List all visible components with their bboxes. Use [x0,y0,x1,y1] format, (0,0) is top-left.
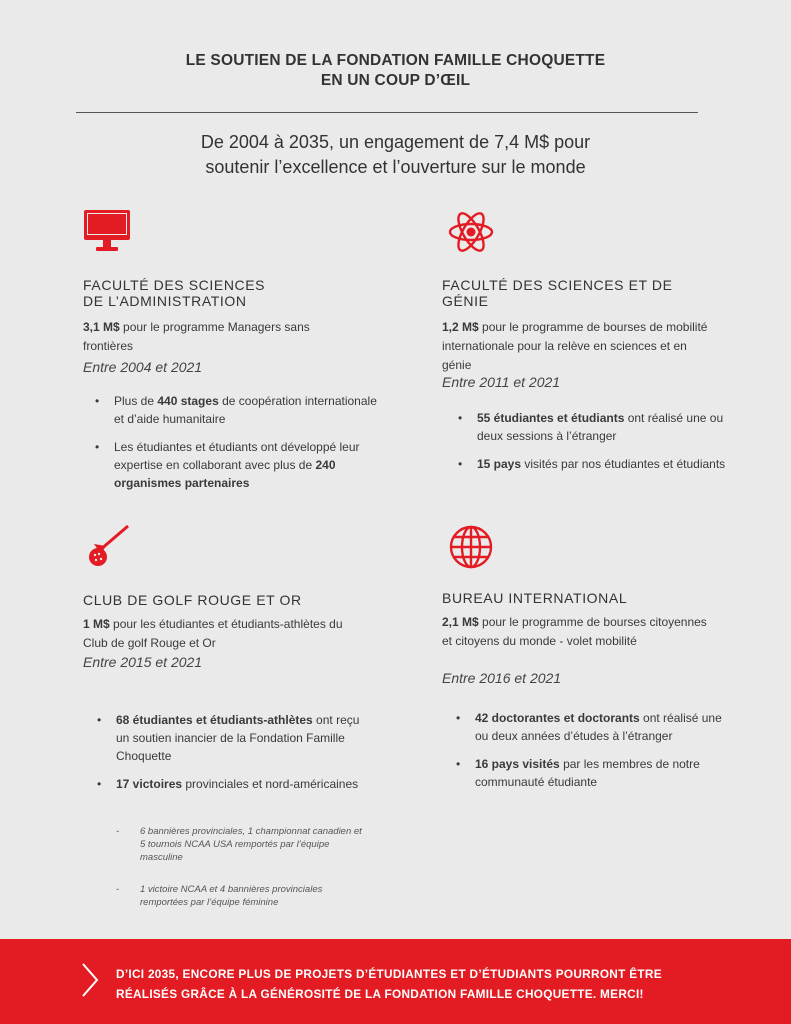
bullet-list-bureau [456,709,736,801]
amount-fsg: 1,2 M$ pour le programme de bourses de mobilité internationale pour la relève en sciences et en génie [442,320,708,372]
subtitle-line-1: De 2004 à 2035, un engagement de 7,4 M$ pour [200,132,591,152]
list-item: • Les étudiantes et étudiants ont développé leur expertise en collaborant avec plus de 240 organismes partenaires [95,438,380,492]
page-subtitle [0,130,791,180]
atom-icon [446,207,496,257]
bullet-list-fsa [95,392,380,502]
list-item: • Plus de 440 stages de coopération internationale et d’aide humanitaire [95,392,380,428]
list-item: • 68 étudiantes et étudiants-athlètes ont reçu un soutien inancier de la Fondation Famille Choquette [97,711,372,765]
period-fsg: Entre 2011 et 2021 [442,374,561,390]
chevron-right-icon [80,962,100,998]
period-bureau: Entre 2016 et 2021 [442,670,562,686]
computer-icon [83,209,133,255]
footer-message: D’ICI 2035, ENCORE PLUS DE PROJETS D’ÉTUDIANTES ET D’ÉTUDIANTS POURRONT ÊTRE RÉALISÉS GRÂCE À LA GÉNÉROSITÉ DE LA FONDATION FAMILLE CHOQUETTE. MERCI! [116,967,662,1001]
globe-icon [448,524,494,570]
amount-fsa: 3,1 M$ pour le programme Managers sans frontières [83,320,310,353]
period-fsa: Entre 2004 et 2021 [83,359,203,375]
list-item: • 55 étudiantes et étudiants ont réalisé une ou deux sessions à l’étranger [458,409,733,445]
golf-icon [84,524,132,570]
sub-list-item: - 6 bannières provinciales, 1 championnat canadien et 5 tournois NCAA USA remportés par l’équipe masculine [116,825,366,864]
divider [76,112,698,113]
list-item: • 16 pays visités par les membres de notre communauté étudiante [456,755,736,791]
page-title [0,51,791,91]
sub-list-golf [116,825,366,928]
section-title-bureau: BUREAU INTERNATIONAL [442,590,628,606]
section-title-fsa: FACULTÉ DES SCIENCES DE L’ADMINISTRATION [83,277,266,309]
amount-bureau: 2,1 M$ pour le programme de bourses citoyennes et citoyens du monde - volet mobilité [442,615,707,648]
list-item: • 17 victoires provinciales et nord-américaines [97,775,372,793]
bullet-list-golf [97,711,372,803]
period-golf: Entre 2015 et 2021 [83,654,203,670]
bullet-list-fsg [458,409,733,483]
subtitle-line-2: soutenir l’excellence et l’ouverture sur le monde [205,157,586,177]
title-line-2: EN UN COUP D’ŒIL [320,72,471,89]
section-title-fsg: FACULTÉ DES SCIENCES ET DE GÉNIE [442,277,673,309]
sub-list-item: - 1 victoire NCAA et 4 bannières provinciales remportées par l’équipe féminine [116,883,366,909]
section-title-golf: CLUB DE GOLF ROUGE ET OR [83,592,302,608]
list-item: • 42 doctorantes et doctorants ont réalisé une ou deux années d’études à l’étranger [456,709,736,745]
amount-golf: 1 M$ pour les étudiantes et étudiants-athlètes du Club de golf Rouge et Or [83,617,343,650]
title-line-1: LE SOUTIEN DE LA FONDATION FAMILLE CHOQUETTE [185,52,606,69]
list-item: • 15 pays visités par nos étudiantes et étudiants [458,455,733,473]
